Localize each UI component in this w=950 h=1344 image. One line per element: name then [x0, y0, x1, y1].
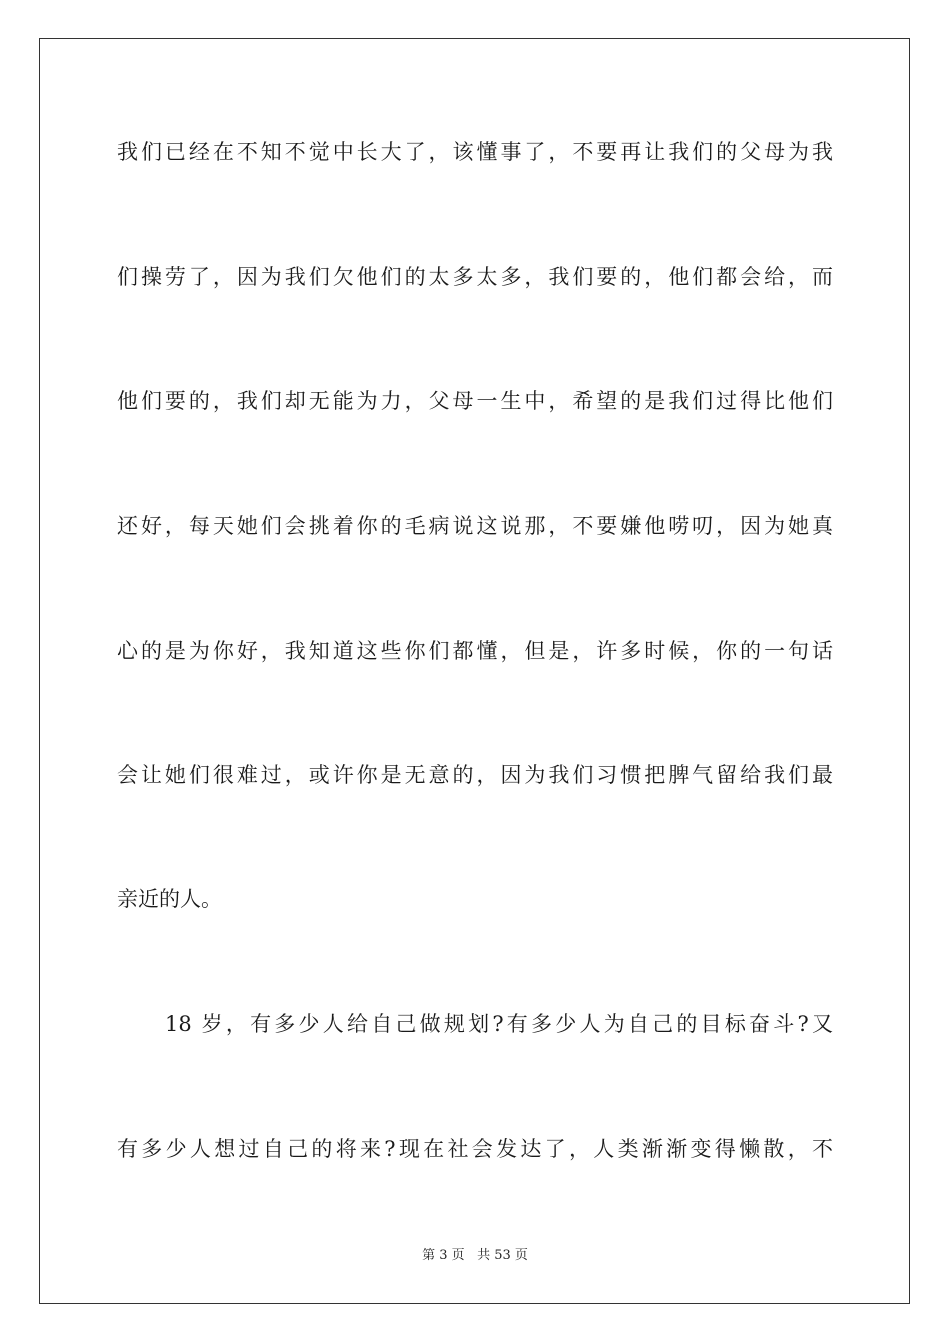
page-footer	[0, 1247, 950, 1265]
paragraph-line-2: 们操劳了，因为我们欠他们的太多太多，我们要的，他们都会给，而	[117, 265, 833, 289]
paragraph-line-9: 有多少人想过自己的将来?现在社会发达了，人类渐渐变得懒散，不	[117, 1137, 833, 1161]
paragraph-line-4: 还好，每天她们会挑着你的毛病说这说那，不要嫌他唠叨，因为她真	[117, 514, 833, 538]
paragraph-line-6: 会让她们很难过，或许你是无意的，因为我们习惯把脾气留给我们最	[117, 763, 833, 787]
paragraph-line-8: 18 岁，有多少人给自己做规划?有多少人为自己的目标奋斗?又	[165, 1012, 833, 1036]
paragraph-line-7: 亲近的人。	[117, 887, 222, 911]
paragraph-line-5: 心的是为你好，我知道这些你们都懂，但是，许多时候，你的一句话	[117, 639, 833, 663]
page-border	[39, 38, 910, 1304]
paragraph-line-1: 我们已经在不知不觉中长大了，该懂事了，不要再让我们的父母为我	[117, 140, 833, 164]
page-total: 共 53 页	[477, 1248, 528, 1263]
page-number: 第 3 页	[422, 1248, 465, 1263]
paragraph-line-3: 他们要的，我们却无能为力，父母一生中，希望的是我们过得比他们	[117, 389, 833, 413]
